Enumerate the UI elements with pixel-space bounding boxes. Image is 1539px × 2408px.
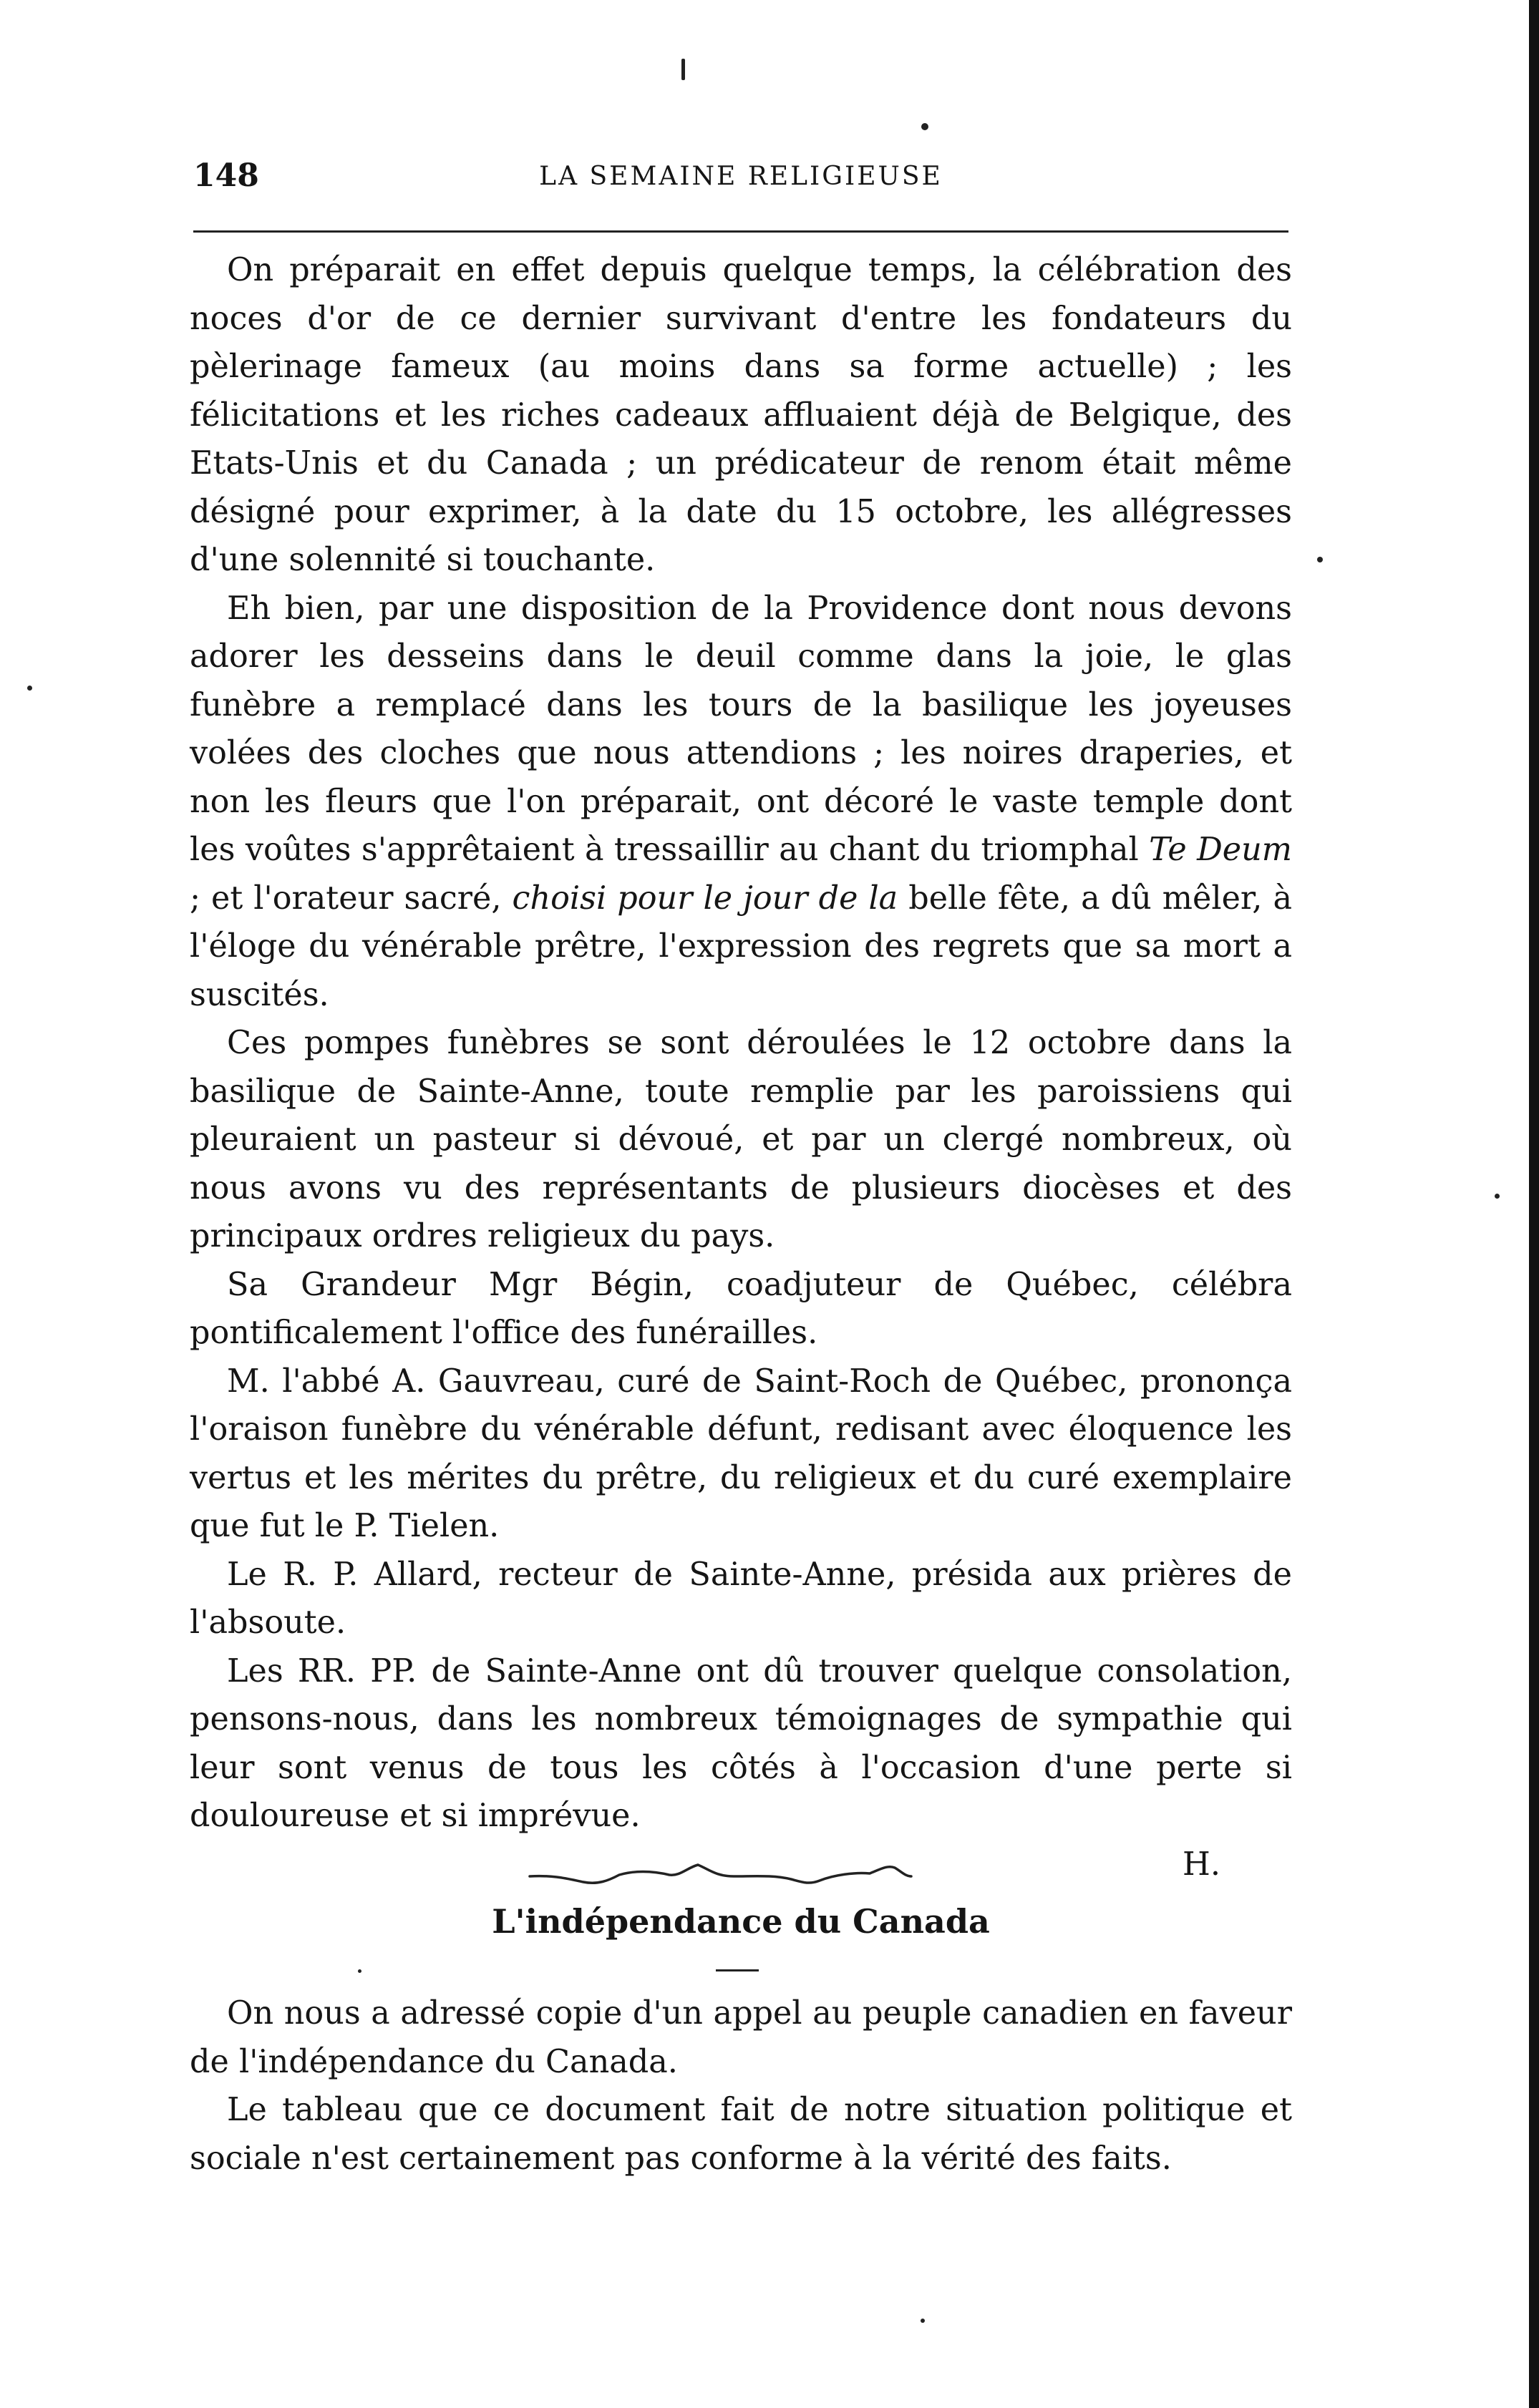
page-number: 148	[193, 157, 259, 194]
section-title: L'indépendance du Canada	[492, 1902, 990, 1941]
page-edge-shadow	[1529, 0, 1539, 2408]
paragraph: On nous a adressé copie d'un appel au peuple canadien en faveur de l'indépendance du Canada.	[190, 1995, 1292, 2080]
paragraph: Ces pompes funèbres se sont déroulées le 12 octobre dans la basilique de Sainte-Anne, toute remplie par les paroissiens qui pleuraient un pasteur si dévoué, et par un clergé nombreux, où nous avons vu des représentants de plusieurs diocèses et des principaux ordres religieux du pays.	[190, 1025, 1292, 1254]
running-title: LA SEMAINE RELIGIEUSE	[539, 162, 943, 191]
ornament-divider	[526, 1861, 913, 1892]
paragraph: Les RR. PP. de Sainte-Anne ont dû trouver quelque consolation, pensons-nous, dans les nombreux témoignages de sympathie qui leur sont venus de tous les côtés à l'occasion d'une perte si douloureuse et si imprévue.	[190, 1652, 1292, 1834]
paragraph-text: Eh bien, par une disposition de la Providence dont nous devons adorer les desseins dans le deuil comme dans la joie, le glas funèbre a remplacé dans les tours de la basilique les joyeuses volées des cloches que nous attendions ; les noires draperies, et non les fleurs que l'on préparait, ont décoré le vaste temple dont les voûtes s'apprêtaient à tressaillir au chant du triomphal	[190, 590, 1292, 868]
signature: H.	[1183, 1846, 1220, 1883]
header-rule	[193, 230, 1288, 233]
title-rule	[716, 1969, 759, 1971]
te-deum-italic: Te Deum	[1149, 832, 1292, 868]
print-speck	[358, 1969, 361, 1973]
page-header	[193, 157, 1288, 200]
print-speck	[1495, 1194, 1500, 1199]
paragraph-text: ; et l'orateur sacré,	[190, 879, 513, 917]
paragraph: Sa Grandeur Mgr Bégin, coadjuteur de Québec, célébra pontificalement l'office des funérailles.	[190, 1266, 1292, 1351]
paragraph-text: belle fête, a dû mêler, à l'éloge du vénérable prêtre, l'expression des regrets que sa mort a suscités.	[190, 879, 1292, 1013]
print-speck	[1317, 557, 1323, 562]
paragraph	[190, 585, 1292, 1020]
print-speck	[921, 2319, 925, 2323]
paragraph: Le R. P. Allard, recteur de Sainte-Anne, présida aux prières de l'absoute.	[190, 1556, 1292, 1641]
print-speck	[27, 686, 32, 691]
print-speck	[681, 59, 685, 80]
paragraph: M. l'abbé A. Gauvreau, curé de Saint-Roch de Québec, prononça l'oraison funèbre du vénérable défunt, redisant avec éloquence les vertus et les mérites du prêtre, du religieux et du curé exemplaire que fut le P. Tielen.	[190, 1363, 1292, 1544]
paragraph: On préparait en effet depuis quelque temps, la célébration des noces d'or de ce dernier survivant d'entre les fondateurs du pèlerinage fameux (au moins dans sa forme actuelle) ; les félicitations et les riches cadeaux affluaient déjà de Belgique, des Etats-Unis et du Canada ; un prédicateur de renom était même désigné pour exprimer, à la date du 15 octobre, les allégresses d'une solennité si touchante.	[190, 252, 1292, 578]
choisi-italic: choisi pour le jour de la	[512, 879, 898, 917]
paragraph: Le tableau que ce document fait de notre situation politique et sociale n'est certainement pas conforme à la vérité des faits.	[190, 2092, 1292, 2177]
print-speck	[921, 123, 928, 130]
article-body	[190, 246, 1292, 1888]
article-body-2	[190, 1989, 1292, 2183]
